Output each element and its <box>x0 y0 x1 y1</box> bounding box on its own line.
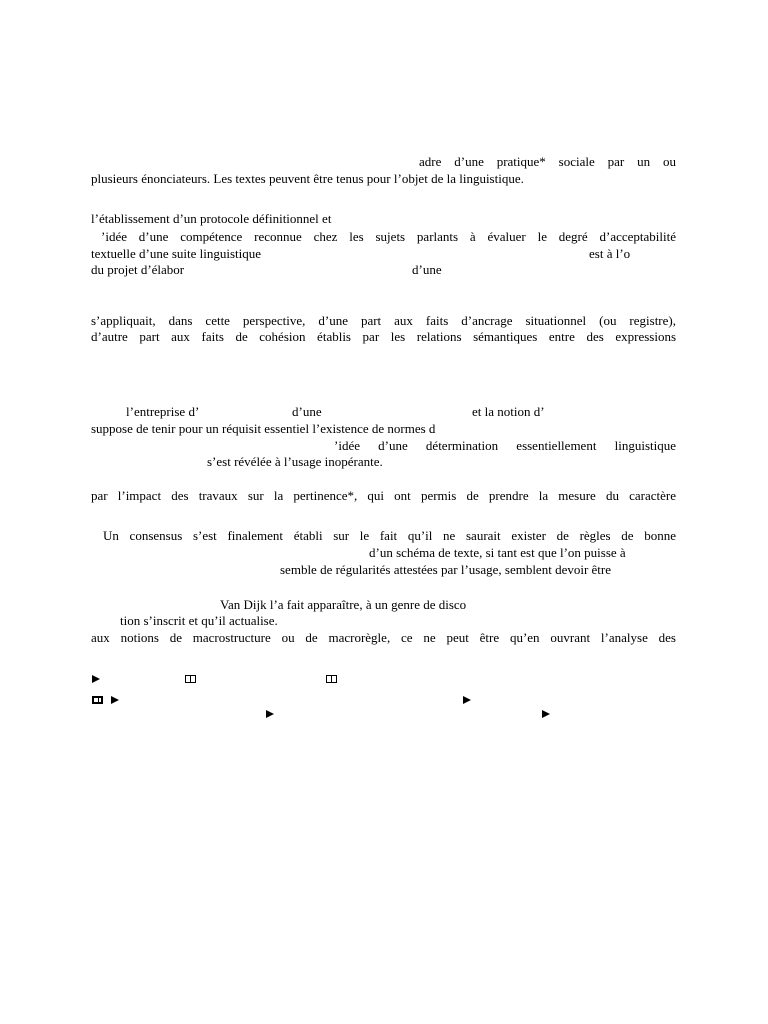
p1-line1: adre d’une pratique* sociale par un ou <box>419 154 676 169</box>
arrow-right-icon <box>111 693 119 707</box>
book-icon <box>326 672 337 686</box>
p3-line1: s’appliquait, dans cette perspective, d’une part aux faits d’ancrage situationnel (ou registre), <box>91 313 676 328</box>
p7-line2: tion s’inscrit et qu’il actualise. <box>120 613 278 628</box>
p4-line1b: d’une <box>292 404 322 419</box>
p2-line3a: textuelle d’une suite linguistique <box>91 246 262 261</box>
p2-line4a: du projet d’élabor <box>91 262 185 277</box>
p2-line4b: d’une <box>412 262 442 277</box>
p4-line2: suppose de tenir pour un réquisit essentiel l’existence de normes d <box>91 421 436 436</box>
arrow-right-icon <box>463 693 471 707</box>
p6-line2: d’un schéma de texte, si tant est que l’on puisse à <box>369 545 626 560</box>
arrow-right-icon <box>542 707 550 721</box>
p4-line1a: l’entreprise d’ <box>126 404 200 419</box>
book-icon <box>92 693 103 707</box>
p2-line2: ’idée d’une compétence reconnue chez les sujets parlants à évaluer le degré d’acceptabilité <box>101 229 676 244</box>
p6-line1: Un consensus s’est finalement établi sur le fait qu’il ne saurait exister de règles de bonne <box>103 528 676 543</box>
p2-line3b: est à l’o <box>589 246 631 261</box>
p3-line2: d’autre part aux faits de cohésion établis par les relations sémantiques entre des expressions <box>91 329 676 344</box>
p2-line1: l’établissement d’un protocole définitionnel et <box>91 211 332 226</box>
p1-line2: plusieurs énonciateurs. Les textes peuvent être tenus pour l’objet de la linguistique. <box>91 171 524 186</box>
p4-line3: ’idée d’une détermination essentiellement linguistique <box>334 438 676 453</box>
p7-line1: Van Dijk l’a fait apparaître, à un genre de disco <box>220 597 467 612</box>
arrow-right-icon <box>92 672 100 686</box>
p7-line3: aux notions de macrostructure ou de macrorègle, ce ne peut être qu’en ouvrant l’analyse des <box>91 630 676 645</box>
p4-line4: s’est révélée à l’usage inopérante. <box>207 454 383 469</box>
arrow-right-icon <box>266 707 274 721</box>
p6-line3: semble de régularités attestées par l’usage, semblent devoir être <box>280 562 612 577</box>
p4-line1c: et la notion d’ <box>472 404 545 419</box>
p5-line1: par l’impact des travaux sur la pertinence*, qui ont permis de prendre la mesure du caractère <box>91 488 676 503</box>
book-icon <box>185 672 196 686</box>
